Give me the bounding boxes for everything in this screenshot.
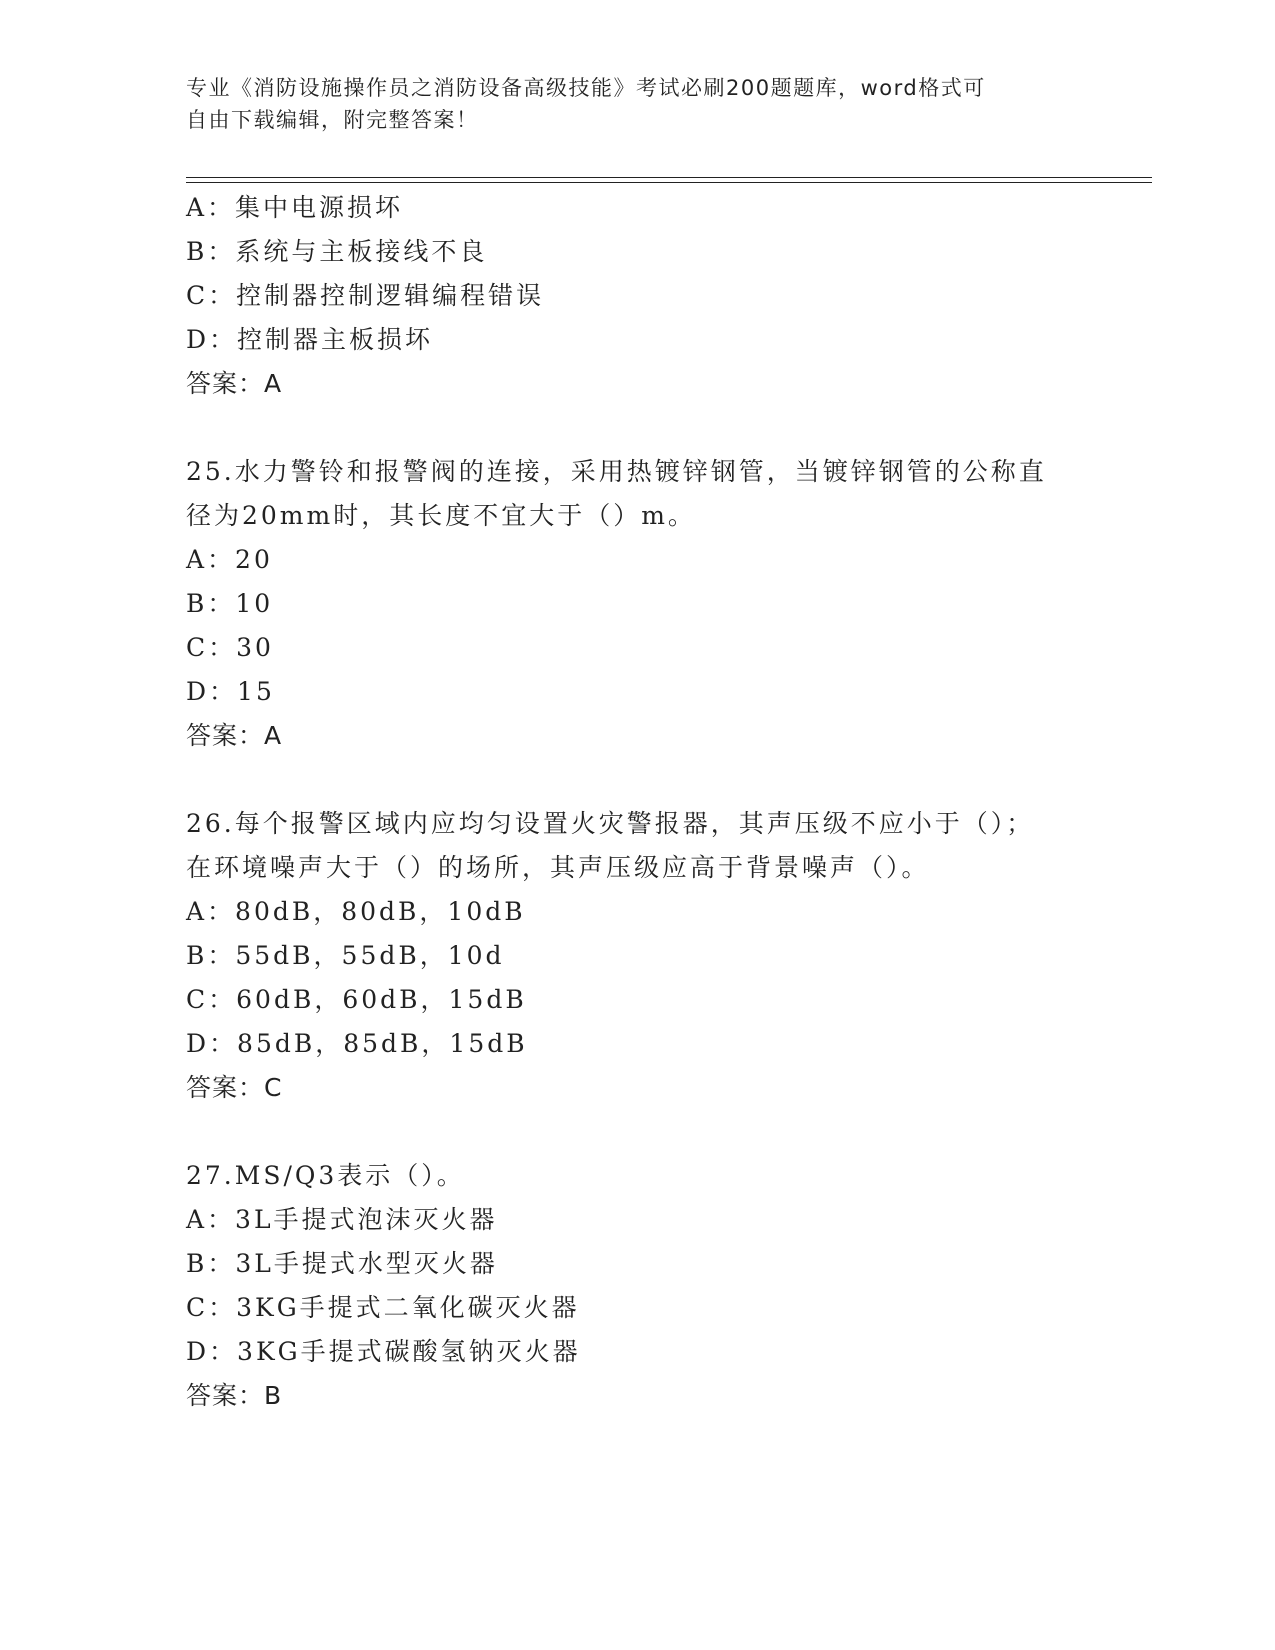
document-header	[186, 72, 1066, 136]
q26-option-b: B：55dB，55dB，10d	[186, 941, 505, 970]
q24-option-a: A：集中电源损坏	[186, 193, 404, 222]
q27-answer: 答案：B	[186, 1381, 283, 1410]
q26-answer: 答案：C	[186, 1073, 283, 1102]
q27-option-d: D：3KG手提式碳酸氢钠灭火器	[186, 1337, 581, 1366]
q27-stem-line-1: 27.MS/Q3表示（）。	[186, 1161, 465, 1190]
q26-stem-line-2: 在环境噪声大于（）的场所，其声压级应高于背景噪声（）。	[186, 853, 930, 882]
header-line-2: 自由下载编辑，附完整答案！	[186, 108, 479, 132]
q25-stem-line-1: 25.水力警铃和报警阀的连接，采用热镀锌钢管，当镀锌钢管的公称直	[186, 457, 1047, 486]
q27-option-c: C：3KG手提式二氧化碳灭火器	[186, 1293, 580, 1322]
q25-option-d: D：15	[186, 677, 275, 706]
q27-option-a: A：3L手提式泡沫灭火器	[186, 1205, 498, 1234]
header-rule-top	[186, 177, 1152, 178]
header-line-1: 专业《消防设施操作员之消防设备高级技能》考试必刷200题题库，word格式可	[186, 76, 986, 100]
q27-option-b: B：3L手提式水型灭火器	[186, 1249, 498, 1278]
q25-option-b: B：10	[186, 589, 274, 618]
q26-option-d: D：85dB，85dB，15dB	[186, 1029, 528, 1058]
q25-answer: 答案：A	[186, 721, 283, 750]
q25-option-c: C：30	[186, 633, 274, 662]
q25-stem-line-2: 径为20mm时，其长度不宜大于（）m。	[186, 501, 696, 530]
q24-option-d: D：控制器主板损坏	[186, 325, 434, 354]
q26-option-c: C：60dB，60dB，15dB	[186, 985, 527, 1014]
q26-stem-line-1: 26.每个报警区域内应均匀设置火灾警报器，其声压级不应小于（）；	[186, 809, 1035, 838]
header-rule-bottom	[186, 182, 1152, 183]
q26-option-a: A：80dB，80dB，10dB	[186, 897, 526, 926]
q24-option-b: B：系统与主板接线不良	[186, 237, 488, 266]
q24-answer: 答案：A	[186, 369, 283, 398]
q24-option-c: C：控制器控制逻辑编程错误	[186, 281, 545, 310]
q25-option-a: A：20	[186, 545, 273, 574]
